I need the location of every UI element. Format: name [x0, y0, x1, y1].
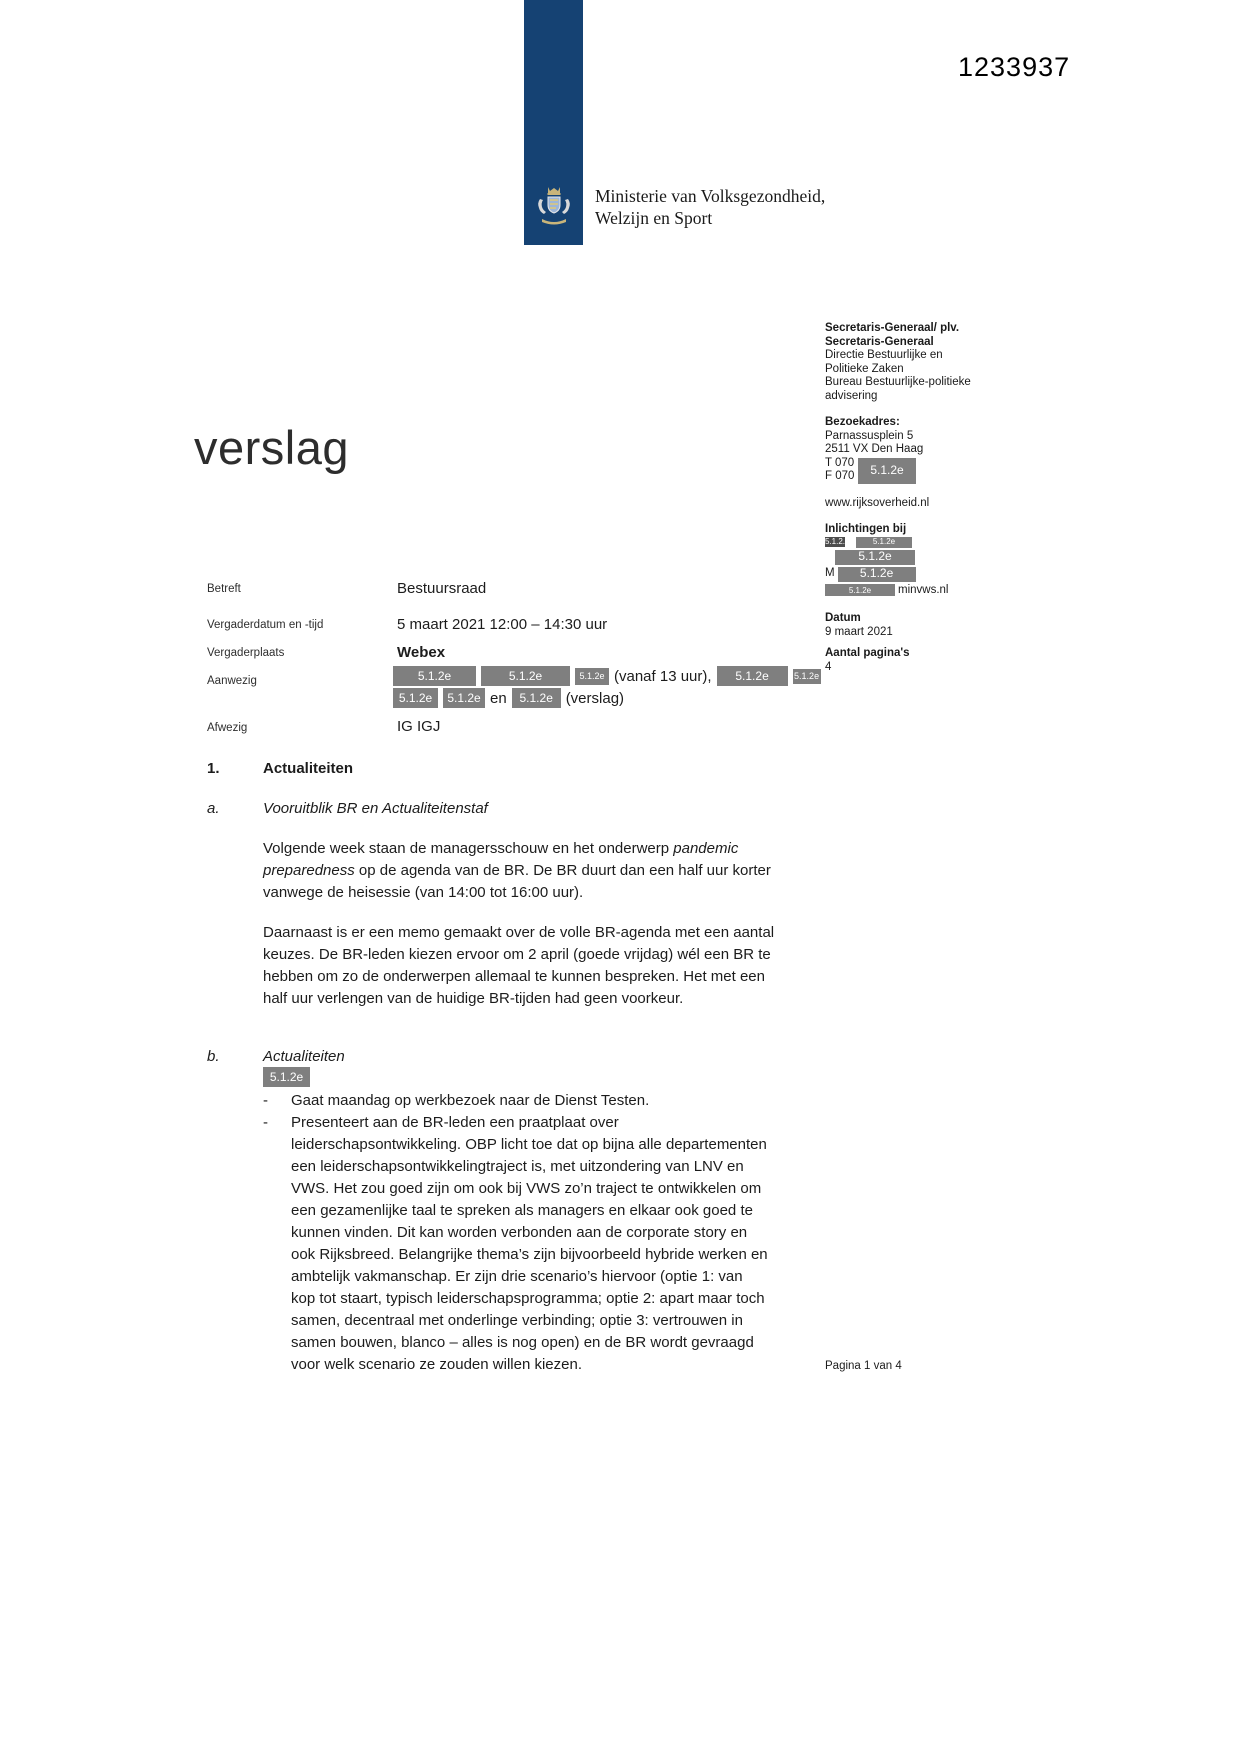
bullet-item-2	[263, 1112, 768, 1376]
sidebar-email-domain: minvws.nl	[898, 583, 949, 596]
paragraph-1-italic: pandemic preparedness	[263, 840, 739, 879]
bullet-marker: -	[263, 1092, 268, 1109]
sidebar-dept-line3: Bureau Bestuurlijke-politieke	[825, 376, 971, 388]
betreft-label: Betreft	[207, 583, 241, 595]
section-1-number: 1.	[207, 760, 220, 777]
redaction-block: 5.1.2.	[825, 537, 846, 547]
sidebar-dept-line2: Politieke Zaken	[825, 362, 904, 375]
betreft-value: Bestuursraad	[397, 580, 487, 597]
item-a-number: a.	[207, 800, 220, 817]
redaction-block: 5.1.2e	[512, 688, 561, 708]
sidebar-pages-label: Aantal pagina's	[825, 647, 910, 659]
paragraph-1-text: Volgende week staan de managersschouw en het onderwerp	[263, 840, 674, 857]
paragraph-2: Daarnaast is er een memo gemaakt over de volle BR-agenda met een aantal keuzes. De BR-leden kiezen ervoor om 2 april (goede vrijdag) wél een BR te hebben om zo de onderwerpen allemaal te kunnen bespreken. Het met een half uur verlengen van de huidige BR-tijden had geen voorkeur.	[263, 924, 775, 1007]
sidebar-dept-bold1: Secretaris-Generaal/ plv.	[825, 322, 960, 334]
sidebar-visit-line2: 2511 VX Den Haag	[825, 443, 924, 455]
sidebar-dept-line4: advisering	[825, 389, 878, 402]
item-b-number: b.	[207, 1048, 220, 1065]
item-a-heading	[207, 798, 488, 820]
vergaderplaats-label: Vergaderplaats	[207, 647, 285, 659]
redaction-block: 5.1.2e	[443, 688, 485, 708]
item-b-title: Actualiteiten	[263, 1048, 345, 1065]
paragraph-1	[263, 838, 790, 904]
redaction-block: 5.1.2e	[263, 1067, 310, 1087]
sidebar-phone-block	[825, 457, 1010, 484]
sidebar-visit-label: Bezoekadres:	[825, 416, 900, 428]
aanwezig-text1: (vanaf 13 uur),	[614, 667, 712, 685]
paragraph-1-text2: op de agenda van de BR. De BR duurt dan een half uur korter vanwege de heisessie (van 14:00 tot 16:00 uur).	[263, 862, 771, 901]
sidebar-date-value: 9 maart 2021	[825, 625, 893, 638]
afwezig-label: Afwezig	[207, 722, 248, 734]
page-title: verslag	[194, 421, 350, 474]
redaction-block: 5.1.2e	[858, 458, 916, 484]
vergaderdatum-label: Vergaderdatum en -tijd	[207, 619, 324, 631]
redaction-block: 5.1.2e	[825, 584, 895, 596]
sidebar-inquiries-label: Inlichtingen bij	[825, 523, 907, 535]
ministry-name-line1: Ministerie van Volksgezondheid,	[595, 186, 826, 206]
sidebar-dept-line1: Directie Bestuurlijke en	[825, 349, 943, 361]
ministry-name	[595, 185, 825, 229]
vergaderplaats-value: Webex	[397, 644, 446, 661]
redaction-block: 5.1.2e	[393, 688, 438, 708]
redaction-block: 5.1.2e	[835, 550, 915, 565]
bullet-2-text: Presenteert aan de BR-leden een praatplaat over leiderschapsontwikkeling. OBP licht toe dat op bijna alle departementen een leiderschapsontwikkelingtraject is, met uitzondering van LNV en VWS. Het zou goed zijn om ook bij VWS zo’n traject te ontwikkelen om een gezamenlijke taal te spreken als managers en elkaar ook goed te kunnen vinden. Dit kan worden verbonden aan de corporate story en ook Rijksbreed. Belangrijke thema’s zijn bijvoorbeeld hybride werken en ambtelijk vakmanschap. Er zijn drie scenario’s hiervoor (optie 1: van kop tot staart, typisch leiderschapsprogramma; optie 2: apart maar toch samen, decentraal met onderlinge verbinding; optie 3: vertrouwen in samen bouwen, blanco – alles is nog open) en de BR wordt gevraagd voor welk scenario ze zouden willen kiezen.	[291, 1114, 768, 1373]
redaction-block: 5.1.2e	[393, 666, 476, 686]
redaction-block: 5.1.2e	[575, 668, 609, 685]
aanwezig-text3: (verslag)	[565, 689, 625, 707]
afwezig-value: IG IGJ	[397, 718, 441, 735]
item-a-title: Vooruitblik BR en Actualiteitenstaf	[263, 800, 488, 817]
sidebar-mobile-prefix: M	[825, 567, 835, 580]
redaction-block: 5.1.2e	[793, 669, 821, 684]
redacted-name-line	[263, 1066, 310, 1088]
section-1-title: Actualiteiten	[263, 760, 354, 777]
sidebar-dept-bold2: Secretaris-Generaal	[825, 335, 934, 348]
item-b-heading	[207, 1046, 345, 1068]
bullet-1-text: Gaat maandag op werkbezoek naar de Dienst Testen.	[291, 1092, 650, 1109]
coat-of-arms-icon	[534, 183, 574, 229]
sidebar	[825, 322, 1010, 674]
sidebar-fax-prefix: F 070	[825, 470, 855, 482]
aanwezig-label: Aanwezig	[207, 675, 257, 687]
bullet-list	[263, 1090, 768, 1376]
page-footer: Pagina 1 van 4	[825, 1360, 902, 1372]
ministry-name-line2: Welzijn en Sport	[595, 208, 713, 228]
bullet-item-1	[263, 1090, 768, 1112]
aanwezig-value	[393, 666, 863, 710]
redaction-block: 5.1.2e	[481, 666, 570, 686]
aanwezig-text2: en	[490, 689, 507, 707]
vergaderdatum-value: 5 maart 2021 12:00 – 14:30 uur	[397, 616, 608, 633]
document-number: 1233937	[958, 52, 1071, 82]
redaction-block: 5.1.2e	[856, 537, 912, 548]
section-1-heading	[207, 758, 353, 780]
sidebar-website: www.rijksoverheid.nl	[825, 496, 930, 509]
sidebar-date-label: Datum	[825, 612, 861, 624]
rijksoverheid-logo	[524, 0, 583, 245]
sidebar-phone-prefix: T 070	[825, 456, 855, 469]
bullet-marker: -	[263, 1114, 268, 1131]
sidebar-visit-line1: Parnassusplein 5	[825, 429, 914, 442]
sidebar-pages-value: 4	[825, 660, 832, 673]
redaction-block: 5.1.2e	[838, 567, 916, 582]
redaction-block: 5.1.2e	[717, 666, 788, 686]
